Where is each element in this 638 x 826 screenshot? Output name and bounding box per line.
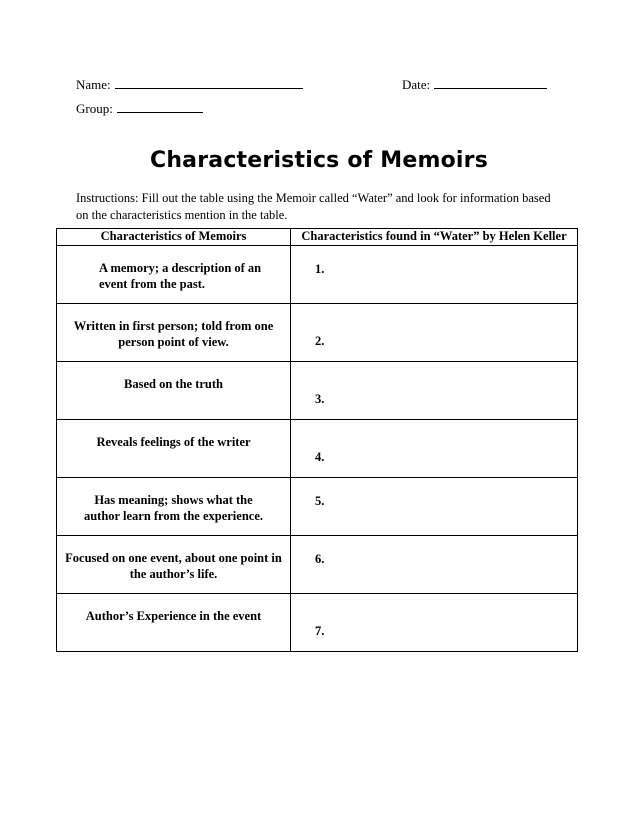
table-header-row bbox=[57, 229, 578, 246]
characteristic-cell bbox=[57, 594, 291, 652]
characteristic-cell bbox=[57, 362, 291, 420]
date-field bbox=[402, 76, 547, 93]
table-row bbox=[57, 536, 578, 594]
group-blank-line[interactable] bbox=[117, 100, 203, 113]
answer-cell[interactable] bbox=[291, 420, 578, 478]
answer-cell[interactable] bbox=[291, 594, 578, 652]
characteristic-cell bbox=[57, 420, 291, 478]
row-number: 6. bbox=[315, 552, 325, 566]
row-number: 1. bbox=[315, 262, 325, 276]
row-number: 4. bbox=[315, 450, 325, 464]
characteristic-text: A memory; a description of an event from the past. bbox=[99, 261, 262, 291]
group-field bbox=[76, 100, 203, 117]
answer-cell[interactable] bbox=[291, 478, 578, 536]
characteristic-text: Has meaning; shows what the author learn from the experience. bbox=[83, 493, 263, 523]
memoir-table bbox=[56, 228, 578, 652]
column-header-found-in-water: Characteristics found in “Water” by Helen Keller bbox=[291, 229, 578, 246]
characteristic-text: Author’s Experience in the event bbox=[85, 609, 262, 623]
row-number: 7. bbox=[315, 624, 325, 638]
table-row bbox=[57, 594, 578, 652]
answer-cell[interactable] bbox=[291, 362, 578, 420]
table-row bbox=[57, 420, 578, 478]
answer-cell[interactable] bbox=[291, 304, 578, 362]
group-label: Group: bbox=[76, 101, 113, 116]
table-row bbox=[57, 362, 578, 420]
characteristic-cell bbox=[57, 478, 291, 536]
date-label: Date: bbox=[402, 77, 431, 92]
characteristic-text: Focused on one event, about one point in the author’s life. bbox=[65, 551, 282, 581]
answer-cell[interactable] bbox=[291, 536, 578, 594]
answer-cell[interactable] bbox=[291, 246, 578, 304]
characteristic-cell bbox=[57, 246, 291, 304]
page-title: Characteristics of Memoirs bbox=[149, 148, 489, 173]
characteristic-text: Reveals feelings of the writer bbox=[96, 435, 251, 449]
table-row bbox=[57, 478, 578, 536]
characteristic-cell bbox=[57, 304, 291, 362]
date-blank-line[interactable] bbox=[434, 76, 547, 89]
table-row bbox=[57, 246, 578, 304]
column-header-characteristics: Characteristics of Memoirs bbox=[57, 229, 291, 246]
row-number: 5. bbox=[315, 494, 325, 508]
name-blank-line[interactable] bbox=[115, 76, 303, 89]
name-label: Name: bbox=[76, 77, 111, 92]
instructions-text: Instructions: Fill out the table using the Memoir called “Water” and look for information based on the characteristics mention in the table. bbox=[76, 191, 551, 222]
characteristic-cell bbox=[57, 536, 291, 594]
row-number: 3. bbox=[315, 392, 325, 406]
name-field bbox=[76, 76, 303, 93]
table-row bbox=[57, 304, 578, 362]
characteristic-text: Based on the truth bbox=[124, 377, 223, 391]
row-number: 2. bbox=[315, 334, 325, 348]
characteristic-text: Written in first person; told from one person point of view. bbox=[73, 319, 274, 349]
